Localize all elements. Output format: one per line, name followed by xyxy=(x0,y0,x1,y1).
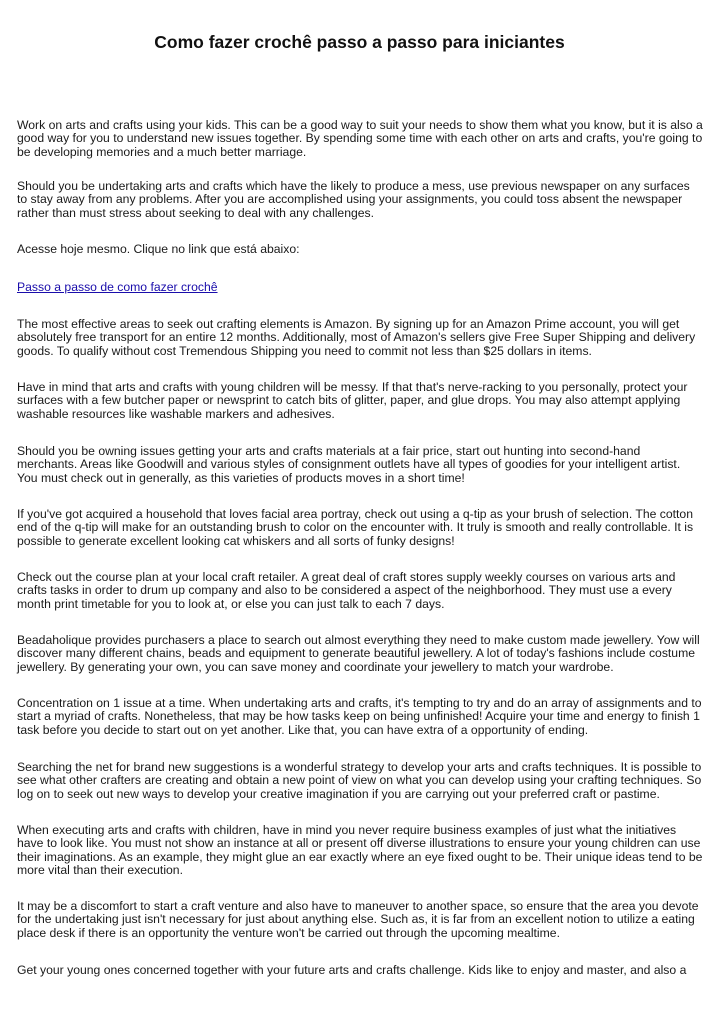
paragraph: If you've got acquired a household that loves facial area portray, check out using a q-tip as your brush of selection. The cotton end of the q-tip will make for an outstanding brush to color on the encounter with. It truly is smooth and really controllable. It is possible to generate excellent looking cat whiskers and all sorts of funky designs! xyxy=(17,507,694,548)
paragraph: It may be a discomfort to start a craft venture and also have to maneuver to another space, so ensure that the area you devote for the undertaking just isn't necessary for just about anything else. Such as, it is far from an excellent notion to utilize a eating place desk if there is an opportunity the venture won't be carried out through the upcoming mealtime. xyxy=(17,899,699,940)
paragraph: The most effective areas to seek out crafting elements is Amazon. By signing up for an Amazon Prime account, you will get absolutely free transport for an entire 12 months. Additionally, most of Amazon's sellers give Free Super Shipping and delivery goods. To qualify without cost Tremendous Shipping you need to commit not less than $25 dollars in items. xyxy=(17,317,696,358)
paragraph: Get your young ones concerned together with your future arts and crafts challenge. Kids like to enjoy and master, and also a xyxy=(17,963,687,977)
paragraph: Acesse hoje mesmo. Clique no link que está abaixo: xyxy=(17,242,300,256)
paragraph: Searching the net for brand new suggestions is a wonderful strategy to develop your arts and crafts techniques. It is possible to see what other crafters are creating and obtain a new point of view on what you can develop using your crafting techniques. So log on to seek out new ways to develop your creative imagination if you are carrying out your preferred craft or pastime. xyxy=(17,760,702,801)
paragraph: When executing arts and crafts with children, have in mind you never require business examples of just what the initiatives have to look like. You must not show an instance at all or present off diverse illustrations to ensure your young children can use their imaginations. As an example, they might glue an ear exactly where an eye fixed ought to be. Their unique ideas tend to be more vital than their execution. xyxy=(17,823,703,877)
paragraph: Work on arts and crafts using your kids. This can be a good way to suit your needs to show them what you know, but it is also a good way for you to understand new issues together. By spending some time with each other on arts and crafts, you're going to be developing memories and a much better marriage. xyxy=(17,118,703,159)
paragraph: Concentration on 1 issue at a time. When undertaking arts and crafts, it's tempting to try and do an array of assignments and to start a myriad of crafts. Nonetheless, that may be how tasks keep on being unfinished! Acquire your time and energy to finish 1 task before you decide to start out on yet another. Like that, you can have extra of a opportunity of ending. xyxy=(17,696,702,737)
paragraph: Should you be undertaking arts and crafts which have the likely to produce a mess, use previous newspaper on any surfaces to stay away from any problems. After you are accomplished using your assignments, you could toss absent the newspaper rather than must stress about seeking to deal with any challenges. xyxy=(17,179,690,220)
paragraph: Should you be owning issues getting your arts and crafts materials at a fair price, start out hunting into second-hand merchants. Areas like Goodwill and various styles of consignment outlets have all types of goodies for your intelligent artist. You must check out in generally, as this varieties of products moves in a short time! xyxy=(17,444,681,485)
page-title: Como fazer crochê passo a passo para iniciantes xyxy=(154,32,565,52)
link-paragraph xyxy=(17,281,703,294)
paragraph: Check out the course plan at your local craft retailer. A great deal of craft stores supply weekly courses on various arts and crafts tasks in order to drum up company and also to be considered a aspect of the neighborhood. They must use a every month print timetable for you to look at, or else you can just talk to each 7 days. xyxy=(17,570,676,611)
paragraph: Have in mind that arts and crafts with young children will be messy. If that that's nerve-racking to you personally, protect your surfaces with a few butcher paper or newsprint to catch bits of glitter, paper, and glue drops. You may also attempt applying washable resources like washable markers and adhesives. xyxy=(17,380,688,421)
crochet-guide-link[interactable]: Passo a passo de como fazer crochê xyxy=(17,280,218,294)
paragraph: Beadaholique provides purchasers a place to search out almost everything they need to make custom made jewellery. Yow will discover many different chains, beads and equipment to generate beautiful jewellery. A lot of today's fashions include costume jewellery. By generating your own, you can save money and coordinate your jewellery to match your wardrobe. xyxy=(17,633,700,674)
